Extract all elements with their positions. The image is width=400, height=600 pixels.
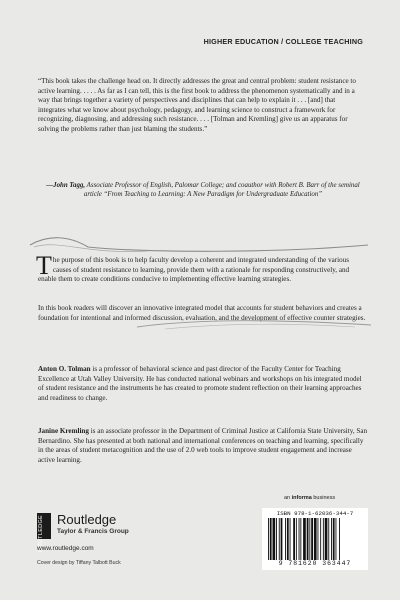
barcode-number: 9 781620 363447 bbox=[278, 560, 352, 567]
publisher-url: www.routledge.com bbox=[37, 545, 94, 552]
author-bio-text-tolman: is a professor of behavioral science and past director of the Faculty Center for Teaching Excellence at Utah Valley University. He has conducted national webinars and workshops on his integrated model of student resistance and the instruments he has created to promote student reflection on their learning approaches and readiness to change. bbox=[38, 365, 362, 402]
barcode-box bbox=[262, 508, 368, 570]
purpose-text: he purpose of this book is to help faculty develop a coherent and integrated understanding of the various causes of student resistance to learning, provide them with a rationale for responding constructively, and enable them to create conditions conducive to implementing effective learning strategies. bbox=[38, 256, 350, 284]
decorative-swoosh-middle bbox=[135, 317, 375, 333]
informa-brand: informa bbox=[291, 495, 312, 501]
cover-design-credit: Cover design by Tiffany Talbott Buck bbox=[37, 560, 121, 566]
endorsement-quote bbox=[38, 77, 364, 135]
quote-attribution bbox=[38, 181, 368, 199]
publisher-group: Taylor & Francis Group bbox=[57, 528, 129, 535]
informa-tagline bbox=[284, 495, 335, 501]
quote-affiliation: Associate Professor of English, Palomar College; and coauthor with Robert B. Barr of the seminal article “From Teaching to Learning: A New Paradigm for Undergraduate Education” bbox=[83, 182, 360, 199]
informa-suffix: business bbox=[311, 495, 336, 501]
quote-author: —John Tagg, bbox=[46, 182, 86, 189]
model-paragraph: In this book readers will discover an innovative integrated model that accounts for student behaviors and creates a foundation for intentional and informed discussion, evaluation, and the development of effective counter strategies. bbox=[38, 304, 366, 322]
informa-prefix: an bbox=[284, 495, 292, 501]
routledge-logo-icon bbox=[37, 513, 51, 552]
author-name-tolman: Anton O. Tolman bbox=[38, 365, 91, 373]
quote-text: “This book takes the challenge head on. It directly addresses the great and central problem: student resistance to active learning. . . . . As far as I can tell, this is the first book to address the phenomenon systematically and in a way that brings together a variety of perspectives and disciplines that can help to explain it . . . [and] that integrates what we know about psychology, pedagogy, and learning science to construct a framework for recognizing, diagnosing, and addressing such resistance. . . . [Tolman and Kremling] give us an apparatus for solving the problems rather than just blaming the students.” bbox=[38, 77, 356, 133]
author-bio-kremling bbox=[38, 427, 368, 465]
author-bio-tolman bbox=[38, 365, 368, 403]
drop-cap: T bbox=[36, 251, 52, 280]
barcode-icon bbox=[268, 518, 362, 560]
decorative-swoosh-top bbox=[28, 233, 373, 257]
purpose-paragraph bbox=[36, 251, 368, 285]
publisher-name: Routledge bbox=[57, 512, 117, 527]
author-name-kremling: Janine Kremling bbox=[38, 427, 89, 435]
isbn-label: ISBN 978-1-62036-344-7 bbox=[276, 510, 354, 517]
author-bio-text-kremling: is an associate professor in the Department of Criminal Justice at California State University, San Bernardino. She has presented at both national and international conferences on teaching and learning, specifically in the areas of student metacognition and the use of 2.0 web tools to improve student engagement and increase active learning. bbox=[38, 427, 368, 464]
category-label: HIGHER EDUCATION / COLLEGE TEACHING bbox=[203, 37, 363, 46]
logo-text: ROUTLEDGE bbox=[38, 515, 44, 552]
